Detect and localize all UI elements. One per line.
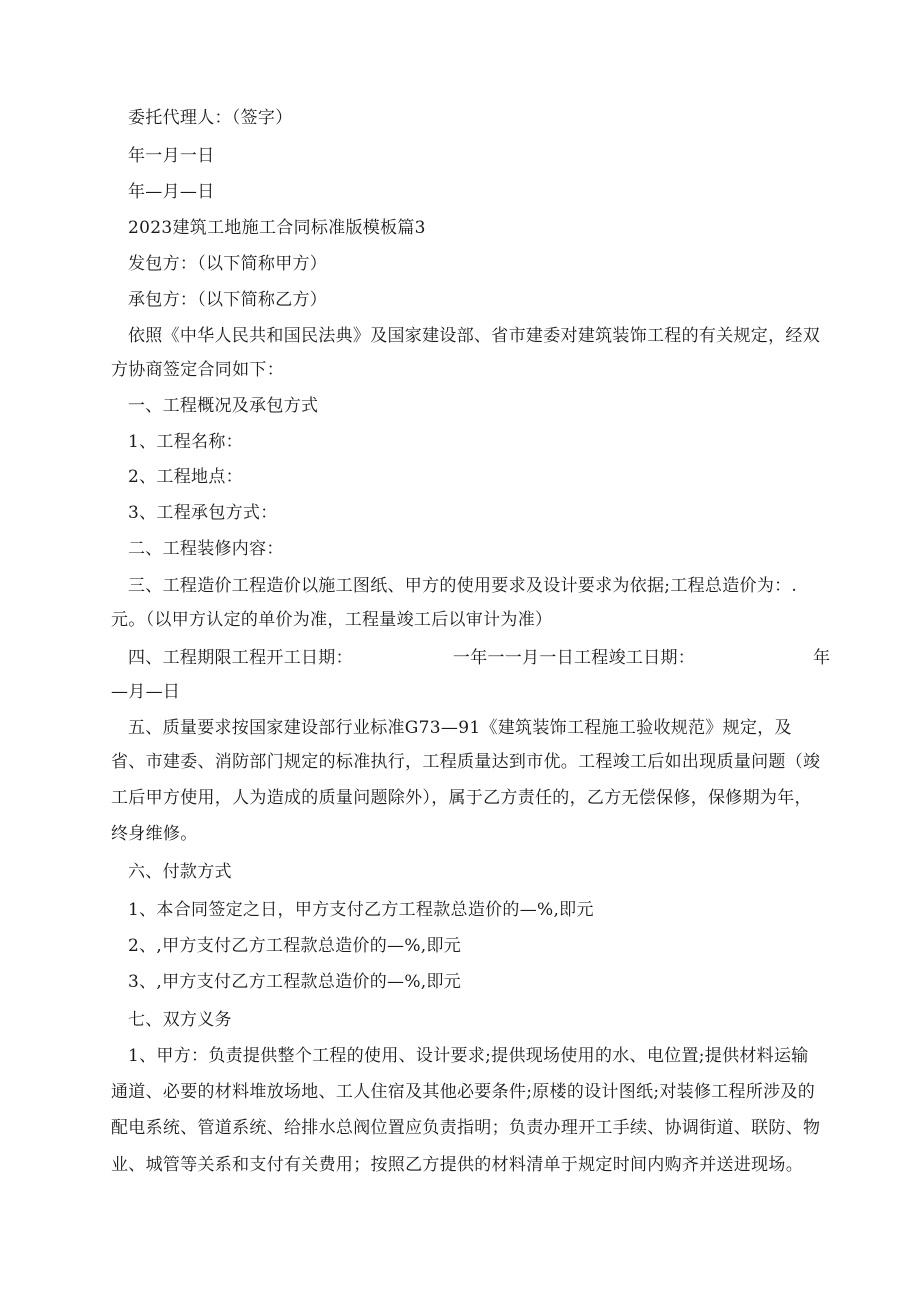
clause-item: 1、工程名称： [128,432,243,452]
paragraph-line: 业、城管等关系和支付有关费用；按照乙方提供的材料清单于规定时间内购齐并送进现场。 [111,1155,803,1175]
clause-heading: 一、工程概况及承包方式 [128,396,319,416]
paragraph-line: 五、质量要求按国家建设部行业标准G73—91《建筑装饰工程施工验收规范》规定，及 [128,718,792,738]
date-blank: 年 [813,648,831,668]
clause-item: 3、工程承包方式： [128,503,278,523]
party-a-line: 发包方：（以下简称甲方） [128,254,328,274]
clause-item: 3、,甲方支付乙方工程款总造价的—%,即元 [128,972,462,992]
date-line: 年一月一日 [128,146,215,166]
agent-signature-line: 委托代理人：（签字） [128,108,293,128]
clause-heading: 六、付款方式 [128,862,232,882]
paragraph-line: 工后甲方使用，人为造成的质量问题除外），属于乙方责任的，乙方无偿保修，保修期为年， [111,788,812,808]
paragraph-line: 三、工程造价工程造价以施工图纸、甲方的使用要求及设计要求为依据;工程总造价为：. [128,576,798,596]
paragraph-line: 元。（以甲方认定的单价为准，工程量竣工后以审计为准） [111,610,553,630]
paragraph-line: 通道、必要的材料堆放场地、工人住宿及其他必要条件;原楼的设计图纸;对装修工程所涉及的 [111,1082,816,1102]
paragraph-line: 依照《中华人民共和国民法典》及国家建设部、省市建委对建筑装饰工程的有关规定，经双 [128,326,820,346]
section-title: 2023建筑工地施工合同标准版模板篇3 [128,218,426,238]
start-date-label: 四、工程期限工程开工日期： [128,648,353,668]
clause-item: 1、本合同签定之日，甲方支付乙方工程款总造价的—%,即元 [128,900,594,920]
clause-item: 2、,甲方支付乙方工程款总造价的—%,即元 [128,936,462,956]
party-b-line: 承包方：（以下简称乙方） [128,290,328,310]
paragraph-line: 终身维修。 [111,824,198,844]
paragraph-line: —月—日 [111,682,181,702]
paragraph-line: 省、市建委、消防部门规定的标准执行，工程质量达到市优。工程竣工后如出现质量问题（竣 [111,752,821,772]
clause-item: 2、工程地点： [128,467,243,487]
clause-heading: 七、双方义务 [128,1010,232,1030]
paragraph-line: 1、甲方：负责提供整个工程的使用、设计要求;提供现场使用的水、电位置;提供材料运输 [128,1046,809,1066]
clause-heading: 二、工程装修内容： [128,539,284,559]
date-line: 年—月—日 [128,182,215,202]
paragraph-line: 配电系统、管道系统、给排水总阀位置应负责指明；负责办理开工手续、协调街道、联防、物 [111,1118,821,1138]
date-blank: 一年一一月一日工程竣工日期： [452,648,696,668]
paragraph-line [128,647,830,669]
paragraph-line: 方协商签定合同如下： [111,360,284,380]
